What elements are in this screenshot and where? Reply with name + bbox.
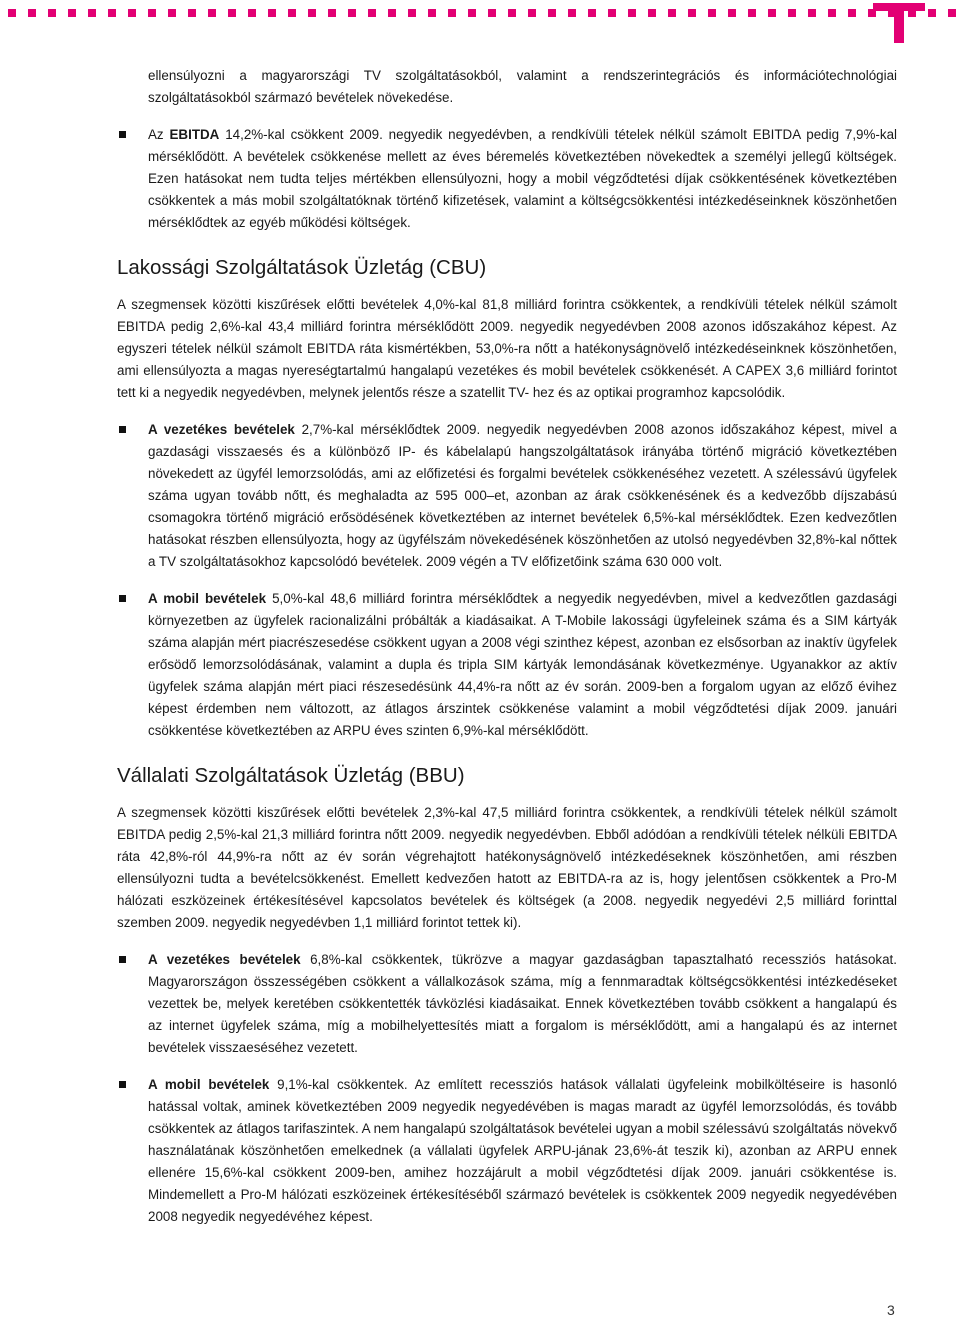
decorative-dot bbox=[768, 9, 776, 17]
bullet-square-icon bbox=[119, 426, 126, 433]
decorative-dot bbox=[328, 9, 336, 17]
intro-continued-paragraph: ellensúlyozni a magyarországi TV szolgáltatásokból, valamint a rendszerintegrációs és információtechnológiai szolgáltatásokból származó bevételek növekedése. bbox=[148, 68, 897, 105]
decorative-dot bbox=[588, 9, 596, 17]
cbu-fixed-bullet bbox=[117, 419, 897, 573]
decorative-dot bbox=[368, 9, 376, 17]
decorative-dot bbox=[128, 9, 136, 17]
decorative-dot bbox=[168, 9, 176, 17]
decorative-dot bbox=[268, 9, 276, 17]
decorative-dot bbox=[528, 9, 536, 17]
decorative-dot bbox=[88, 9, 96, 17]
bullet-square-icon bbox=[119, 131, 126, 138]
decorative-dot bbox=[808, 9, 816, 17]
decorative-dot bbox=[448, 9, 456, 17]
decorative-dot bbox=[628, 9, 636, 17]
decorative-dot bbox=[108, 9, 116, 17]
decorative-dot bbox=[948, 9, 956, 17]
cbu-heading: Lakossági Szolgáltatások Üzletág (CBU) bbox=[117, 256, 487, 279]
decorative-dot bbox=[788, 9, 796, 17]
decorative-dot bbox=[388, 9, 396, 17]
document-body bbox=[117, 65, 897, 1228]
decorative-dot bbox=[488, 9, 496, 17]
decorative-dot bbox=[8, 9, 16, 17]
bbu-paragraph: A szegmensek közötti kiszűrések előtti bevételek 2,3%-kal 47,5 milliárd forintra csökkentek, a rendkívüli tételek nélkül számolt EBITDA pedig 2,5%-kal 21,3 milliárd forintra nőtt 2009. negyedik negyedévben. Ebből adódóan a rendkívüli tételek nélküli EBITDA ráta 42,8%-ról 44,9%-ra nőtt az év során végrehajtott hatékonyságnövelő intézkedéseknek köszönhetően, ami részben ellensúlyozni tudta a bevételcsökkenést. Emellett kedvezően hatott az EBITDA-ra az is, hogy jelentősen csökkentek a Pro-M hálózati eszközeinek értékesítésével kapcsolatos bevételek és költségek (a 2008. negyedik negyedévi 2,5 milliárd forinttal szemben 2009. negyedik negyedévben 1,1 milliárd forintot tettek ki). bbox=[117, 805, 897, 930]
bullet-square-icon bbox=[119, 1081, 126, 1088]
decorative-dot bbox=[728, 9, 736, 17]
decorative-dot bbox=[188, 9, 196, 17]
page-number: 3 bbox=[887, 1302, 895, 1318]
decorative-dot bbox=[548, 9, 556, 17]
decorative-dot bbox=[348, 9, 356, 17]
ebitda-bold-label: EBITDA bbox=[169, 127, 220, 142]
bullet-bold-label: A mobil bevételek bbox=[148, 1077, 270, 1092]
decorative-dot bbox=[428, 9, 436, 17]
bullet-square-icon bbox=[119, 595, 126, 602]
decorative-dot-row bbox=[8, 9, 960, 17]
decorative-dot bbox=[748, 9, 756, 17]
decorative-dot bbox=[248, 9, 256, 17]
bullet-bold-label: A vezetékes bevételek bbox=[148, 422, 295, 437]
telekom-t-logo-icon bbox=[873, 3, 925, 43]
ebitda-bullet: Az EBITDA 14,2%-kal csökkent 2009. negyedik negyedévben, a rendkívüli tételek nélkül számolt EBITDA pedig 7,9%-kal mérséklődött. A bevételek csökkenése mellett az éves béremelés következtében növekedtek a személyi jellegű költségek. Ezen hatásokat nem tudta teljes mértékben ellensúlyozni, hogy a mobil végződtetési díjak csökkentésének következtében csökkentek a más mobil szolgáltatóknak történő kifizetések, valamint a költségcsökkentési intézkedéseinknek köszönhetően mérséklődtek az egyéb működési költségek. bbox=[117, 124, 897, 234]
bbu-fixed-bullet bbox=[117, 949, 897, 1059]
bbu-heading: Vállalati Szolgáltatások Üzletág (BBU) bbox=[117, 764, 465, 787]
decorative-dot bbox=[308, 9, 316, 17]
bullet-text: 9,1%-kal csökkentek. Az említett recessziós hatások vállalati ügyfeleink mobilköltéseire is hasonló hatással voltak, aminek következtében 2009 negyedik negyedévében is magas maradt az ügyfél lemorzsolódás, és tovább csökkentek az átlagos tarifaszintek. A nem hangalapú szolgáltatások bevételei ugyan a mobil szélessávú szolgáltatás növekvő használatának köszönhetően emelkednek (a vállalati ügyfelek ARPU-jának 23,6%-át teszik ki), azonban az ARPU ennek ellenére 15,6%-kal csökkent 2009-ben, amihez hozzájárult a mobil végződtetési díjak 2009. januári csökkentése is. Mindemellett a Pro-M hálózati eszközeinek értékesítéséből származó bevételek is csökkentek 2009 negyedik negyedévében 2008 negyedik negyedévéhez képest. bbox=[148, 1077, 897, 1224]
decorative-dot bbox=[828, 9, 836, 17]
decorative-dot bbox=[568, 9, 576, 17]
decorative-dot bbox=[648, 9, 656, 17]
header-strip bbox=[0, 0, 960, 48]
decorative-dot bbox=[848, 9, 856, 17]
decorative-dot bbox=[668, 9, 676, 17]
decorative-dot bbox=[228, 9, 236, 17]
bbu-mobile-bullet bbox=[117, 1074, 897, 1228]
bullet-bold-label: A mobil bevételek bbox=[148, 591, 267, 606]
decorative-dot bbox=[288, 9, 296, 17]
decorative-dot bbox=[708, 9, 716, 17]
cbu-mobile-bullet bbox=[117, 588, 897, 742]
logo-stem bbox=[894, 3, 904, 43]
bullet-text: 2,7%-kal mérséklődtek 2009. negyedik negyedévben 2008 azonos időszakához képest, mivel a gazdasági visszaesés és a különböző IP- és kábelalapú hangszolgáltatások irányába történő migráció következtében növekedett az ügyfél lemorzsolódás, ami az előfizetési és forgalmi bevételek csökkenéséhez vezetett. A szélessávú ügyfelek száma ugyan tovább nőtt, és meghaladta az 595 000–et, azonban az árak csökkenésének és a kedvezőbb díjszabású csomagokra történő migráció erősödésének következtében az internet bevételek 6,5%-kal mérséklődtek. Ezen kedvezőtlen hatásokat részben ellensúlyozta, hogy az ügyfélszám növekedésének köszönhetően az utolsó negyedévben 32,8%-kal nőttek a TV szolgáltatásokhoz kapcsolódó bevételek. 2009 végén a TV előfizetőink száma 630 000 volt. bbox=[148, 422, 897, 569]
decorative-dot bbox=[148, 9, 156, 17]
bullet-text: 5,0%-kal 48,6 milliárd forintra mérséklődtek a negyedik negyedévben, mivel a kedvezőtlen gazdasági környezetben az ügyfelek racionalizálni próbálták a kiadásaikat. A T-Mobile lakossági ügyfeleinek száma és a SIM kártyák száma alapján mért piacrészesedése csökkent ugyan a 2008 végi szinthez képest, azonban ez elsősorban az inaktív ügyfelek erősödő lemorzsolódásának, valamint a dupla és tripla SIM kártyák lemondásának következménye. Ugyanakkor az aktív ügyfelek száma alapján mért piaci részesedésünk 44,4%-ra nőtt az év során. 2009-ben a forgalom ugyan az előző évihez képest érdemben nem változott, az átlagos árszintek csökkenése valamint a mobil végződtetési díjak 2009. januári csökkentése következtében az ARPU éves szinten 6,9%-kal mérséklődött. bbox=[148, 591, 897, 738]
decorative-dot bbox=[508, 9, 516, 17]
bullet-text: 6,8%-kal csökkentek, tükrözve a magyar gazdaságban tapasztalható recessziós hatásokat. Magyarországon összességében csökkent a vállalkozások száma, míg a fennmaradtak költségcsökkentési intézkedéseket vezettek be, melyek keretében csökkentették távközlési kiadásaikat. Ennek következtében tovább csökkent a hangalapú és az internet ügyfelek száma, míg a mobilhelyettesítés miatt a forgalom is mérséklődött, ami a hangalapú és az internet bevételek visszaeséséhez vezetett. bbox=[148, 952, 897, 1055]
decorative-dot bbox=[468, 9, 476, 17]
ebitda-text: 14,2%-kal csökkent 2009. negyedik negyedévben, a rendkívüli tételek nélkül számolt EBITDA pedig 7,9%-kal mérséklődött. A bevételek csökkenése mellett az éves béremelés következtében növekedtek a személyi jellegű költségek. Ezen hatásokat nem tudta teljes mértékben ellensúlyozni, hogy a mobil végződtetési díjak csökkentésének következtében csökkentek a más mobil szolgáltatóknak történő kifizetések, valamint a költségcsökkentési intézkedéseinknek köszönhetően mérséklődtek az egyéb működési költségek. bbox=[148, 127, 897, 230]
decorative-dot bbox=[68, 9, 76, 17]
decorative-dot bbox=[608, 9, 616, 17]
bullet-square-icon bbox=[119, 956, 126, 963]
decorative-dot bbox=[688, 9, 696, 17]
decorative-dot bbox=[208, 9, 216, 17]
cbu-paragraph: A szegmensek közötti kiszűrések előtti bevételek 4,0%-kal 81,8 milliárd forintra csökkentek, a rendkívüli tételek nélkül számolt EBITDA pedig 2,6%-kal 43,4 milliárd forintra mérséklődött 2009. negyedik negyedévben 2008 azonos időszakához képest. Az egyszeri tételek nélkül számolt EBITDA ráta kismértékben, 53,0%-ra nőtt a hatékonyságnövelő intézkedéseinknek köszönhetően, ami ellensúlyozta a magas nyereségtartalmú hangalapú vezetékes és mobil bevételek csökkenését. A CAPEX 3,6 milliárd forintot tett ki a negyedik negyedévben, melynek jelentős része a szatellit TV- hez és az optikai programhoz kapcsolódik. bbox=[117, 297, 897, 400]
decorative-dot bbox=[48, 9, 56, 17]
decorative-dot bbox=[928, 9, 936, 17]
bullet-bold-label: A vezetékes bevételek bbox=[148, 952, 301, 967]
decorative-dot bbox=[28, 9, 36, 17]
decorative-dot bbox=[408, 9, 416, 17]
